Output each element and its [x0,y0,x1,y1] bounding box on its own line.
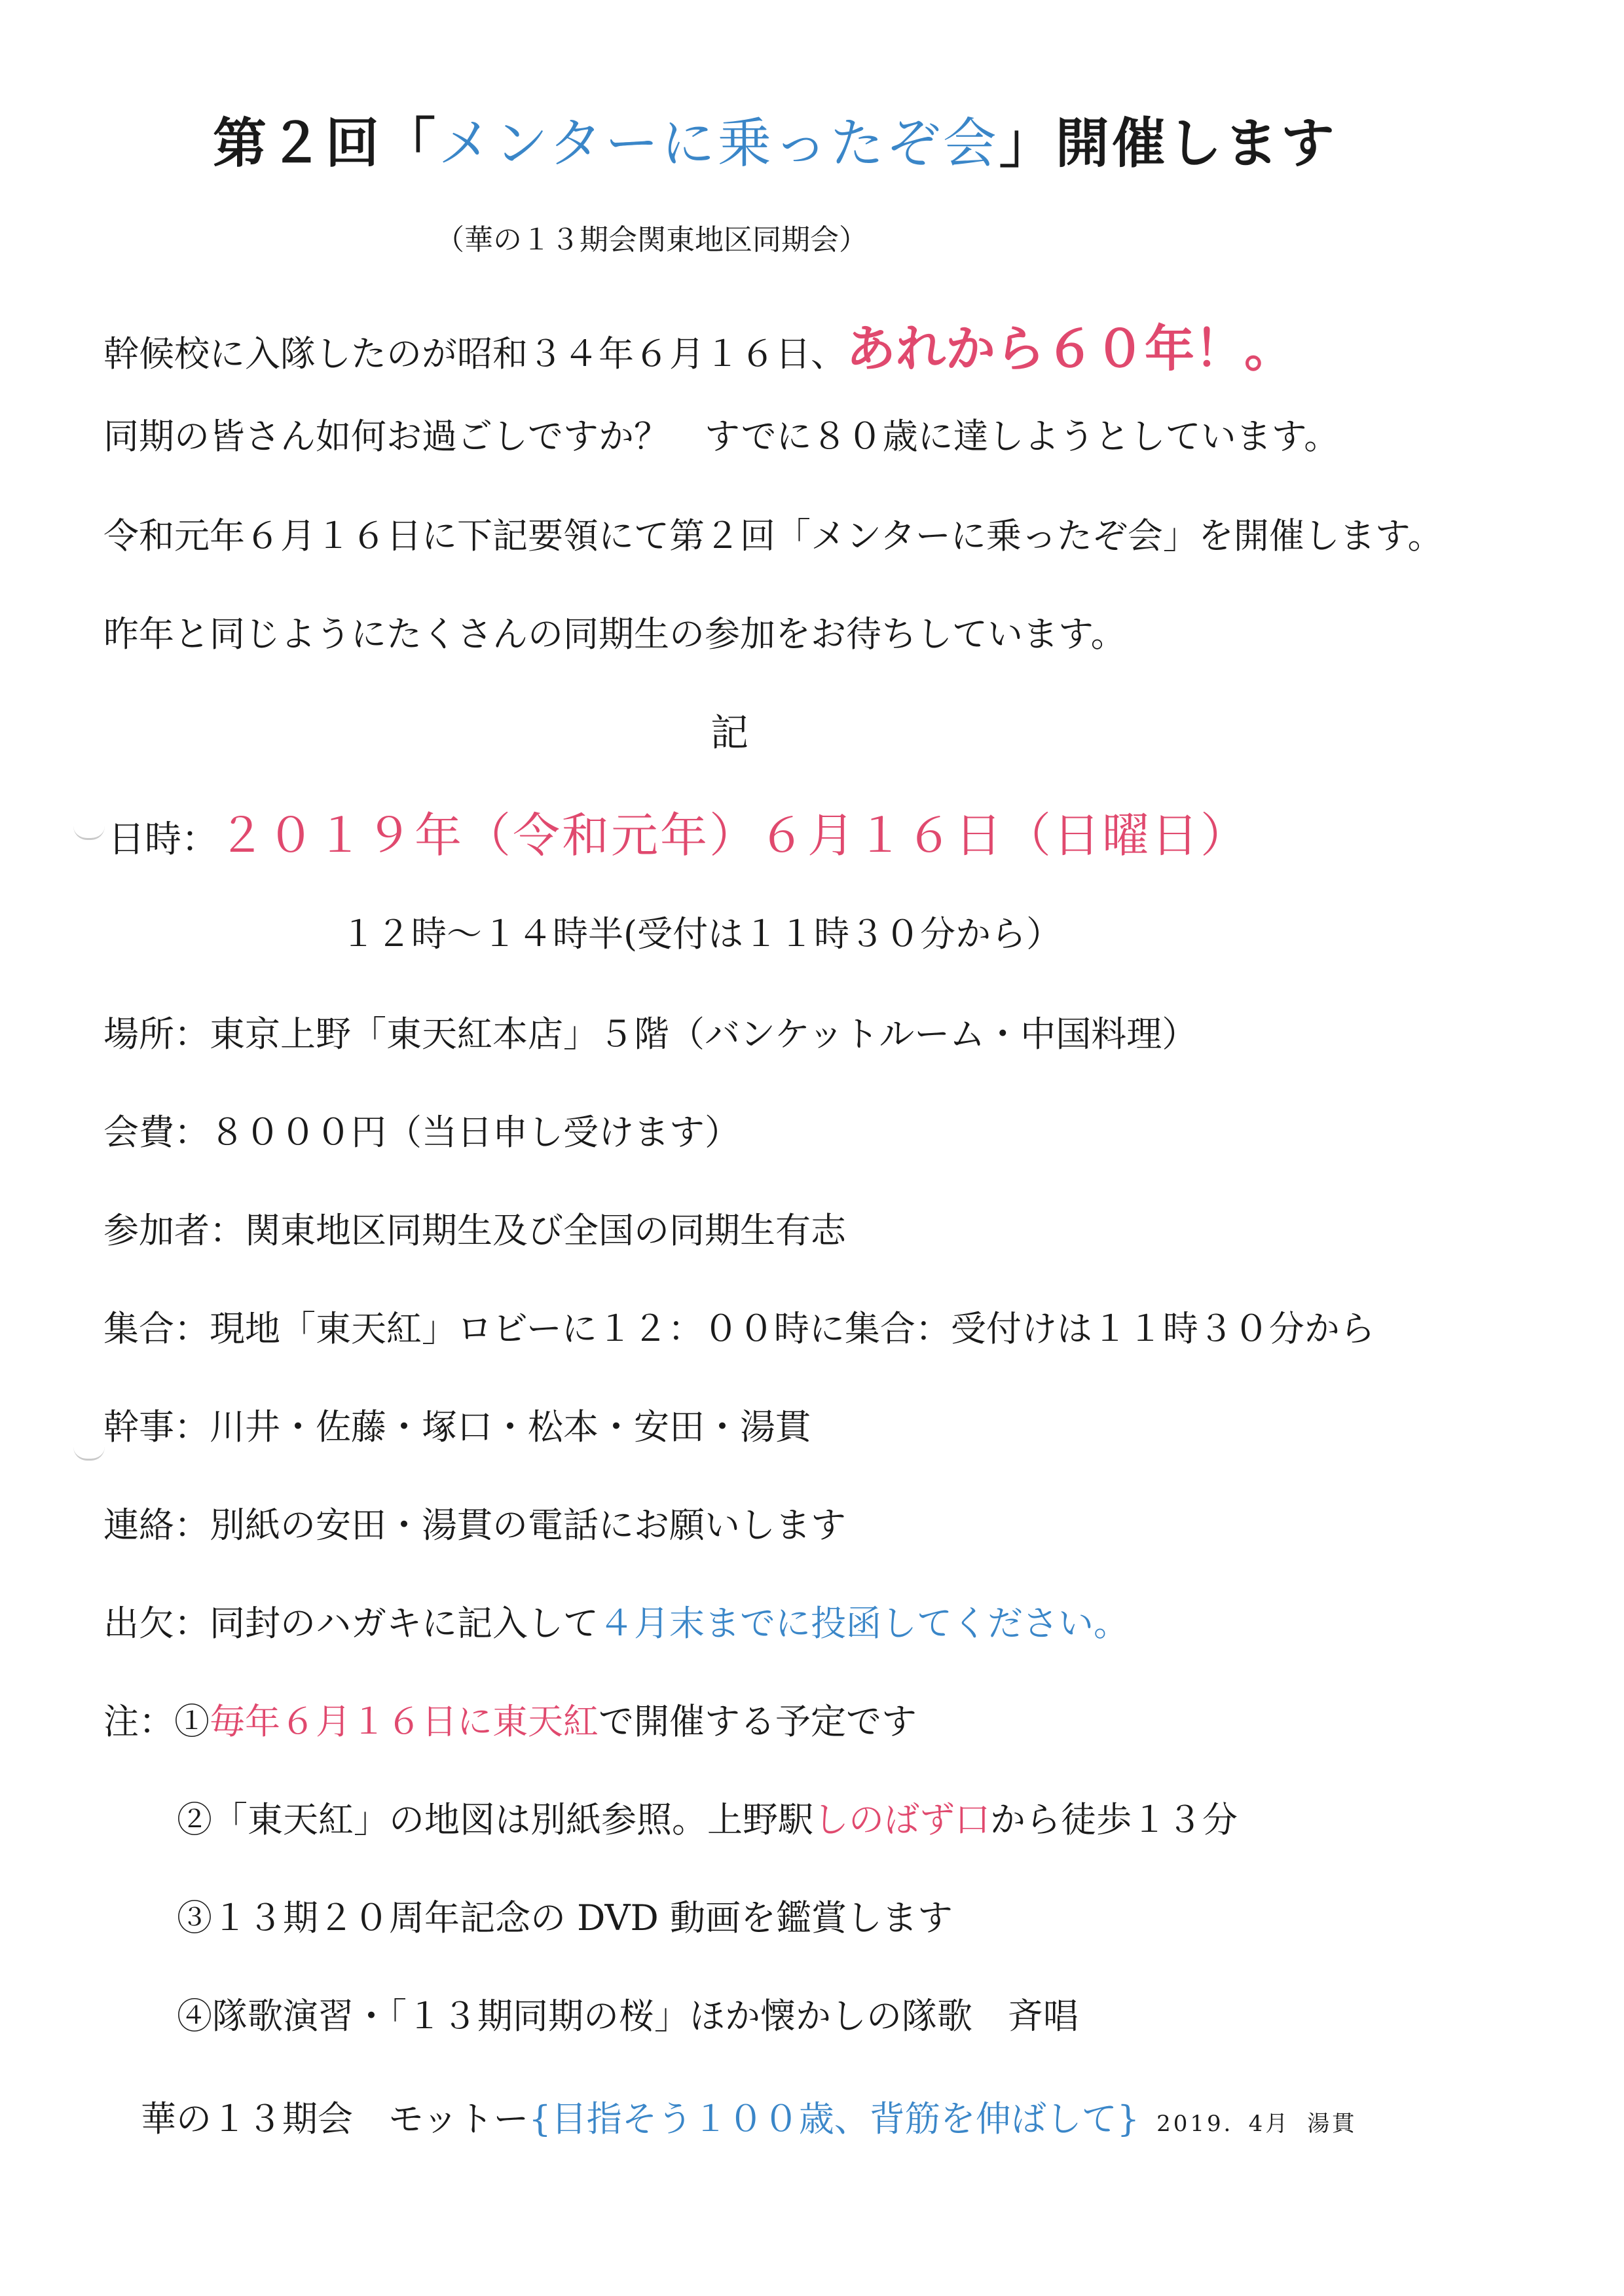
footer-group: 華の１３期会 [141,2098,353,2140]
datetime-label: 日時： [108,818,218,861]
title-suffix: 」開催します [999,112,1337,175]
participants-row: 参加者：関東地区同期生及び全国の同期生有志 [103,1210,846,1251]
ki-heading: 記 [710,710,749,755]
note-2-highlight: しのばず口 [813,1799,990,1840]
assembly-row: 集合：現地「東天紅」ロビーに１２：００時に集合：受付けは１１時３０分から [103,1308,1375,1349]
note-2-prefix: ②「東天紅」の地図は別紙参照。上野駅 [177,1799,813,1840]
attendance-text: 出欠：同封のハガキに記入して [103,1603,599,1644]
page-title [213,112,1337,175]
footer-date: 2019．4月 [1156,2111,1291,2137]
place-row: 場所：東京上野「東天紅本店」５階（バンケットルーム・中国料理） [103,1013,1198,1055]
organizers-row: 幹事：川井・佐藤・塚口・松本・安田・湯貫 [103,1406,811,1448]
note-4: ④隊歌演習・「１３期同期の桜」ほか懐かしの隊歌 斉唱 [177,1995,1079,2037]
intro-line-3: 令和元年６月１６日に下記要領にて第２回「メンターに乗ったぞ会」を開催します。 [103,515,1443,556]
intro-line-1-highlight: あれから６０年！。 [846,319,1294,378]
intro-line-4: 昨年と同じようにたくさんの同期生の参加をお待ちしています。 [103,613,1126,655]
attendance-row [103,1603,1129,1644]
footer-motto: {目指そう１００歳、背筋を伸ばして} [528,2098,1140,2140]
fee-row: 会費：８０００円（当日申し受けます） [103,1112,740,1153]
intro-line-2: 同期の皆さん如何お過ごしですか？ すでに８０歳に達しようとしています。 [103,416,1340,457]
title-prefix: 第２回「 [213,112,439,175]
page-subtitle: （華の１３期会関東地区同期会） [435,223,868,257]
note-2-suffix: から徒歩１３分 [990,1799,1238,1840]
attendance-deadline: ４月末までに投函してください。 [599,1603,1129,1644]
footer-motto-label: モットー [388,2098,529,2140]
intro-line-1 [103,319,1294,378]
footer-author: 湯貫 [1307,2111,1357,2137]
intro-line-1-text: 幹候校に入隊したのが昭和３４年６月１６日、 [103,333,846,374]
note-2 [177,1799,1238,1840]
scan-mark [73,826,105,840]
time-row: １２時～１４時半(受付は１１時３０分から） [341,913,1062,955]
note-1-suffix: で開催する予定です [599,1701,917,1742]
note-1 [103,1701,917,1742]
note-3: ③１３期２０周年記念の DVD 動画を鑑賞します [177,1897,953,1939]
datetime-value: ２０１９年（令和元年）６月１６日（日曜日） [218,808,1250,863]
contact-row: 連絡：別紙の安田・湯貫の電話にお願いします [103,1504,846,1546]
datetime-row [108,808,1250,863]
title-event-name: メンターに乗ったぞ会 [438,113,999,175]
note-1-prefix: 注：① [103,1701,210,1742]
footer [141,2098,1357,2140]
note-1-highlight: 毎年６月１６日に東天紅 [210,1701,599,1742]
scan-mark [73,1447,105,1461]
